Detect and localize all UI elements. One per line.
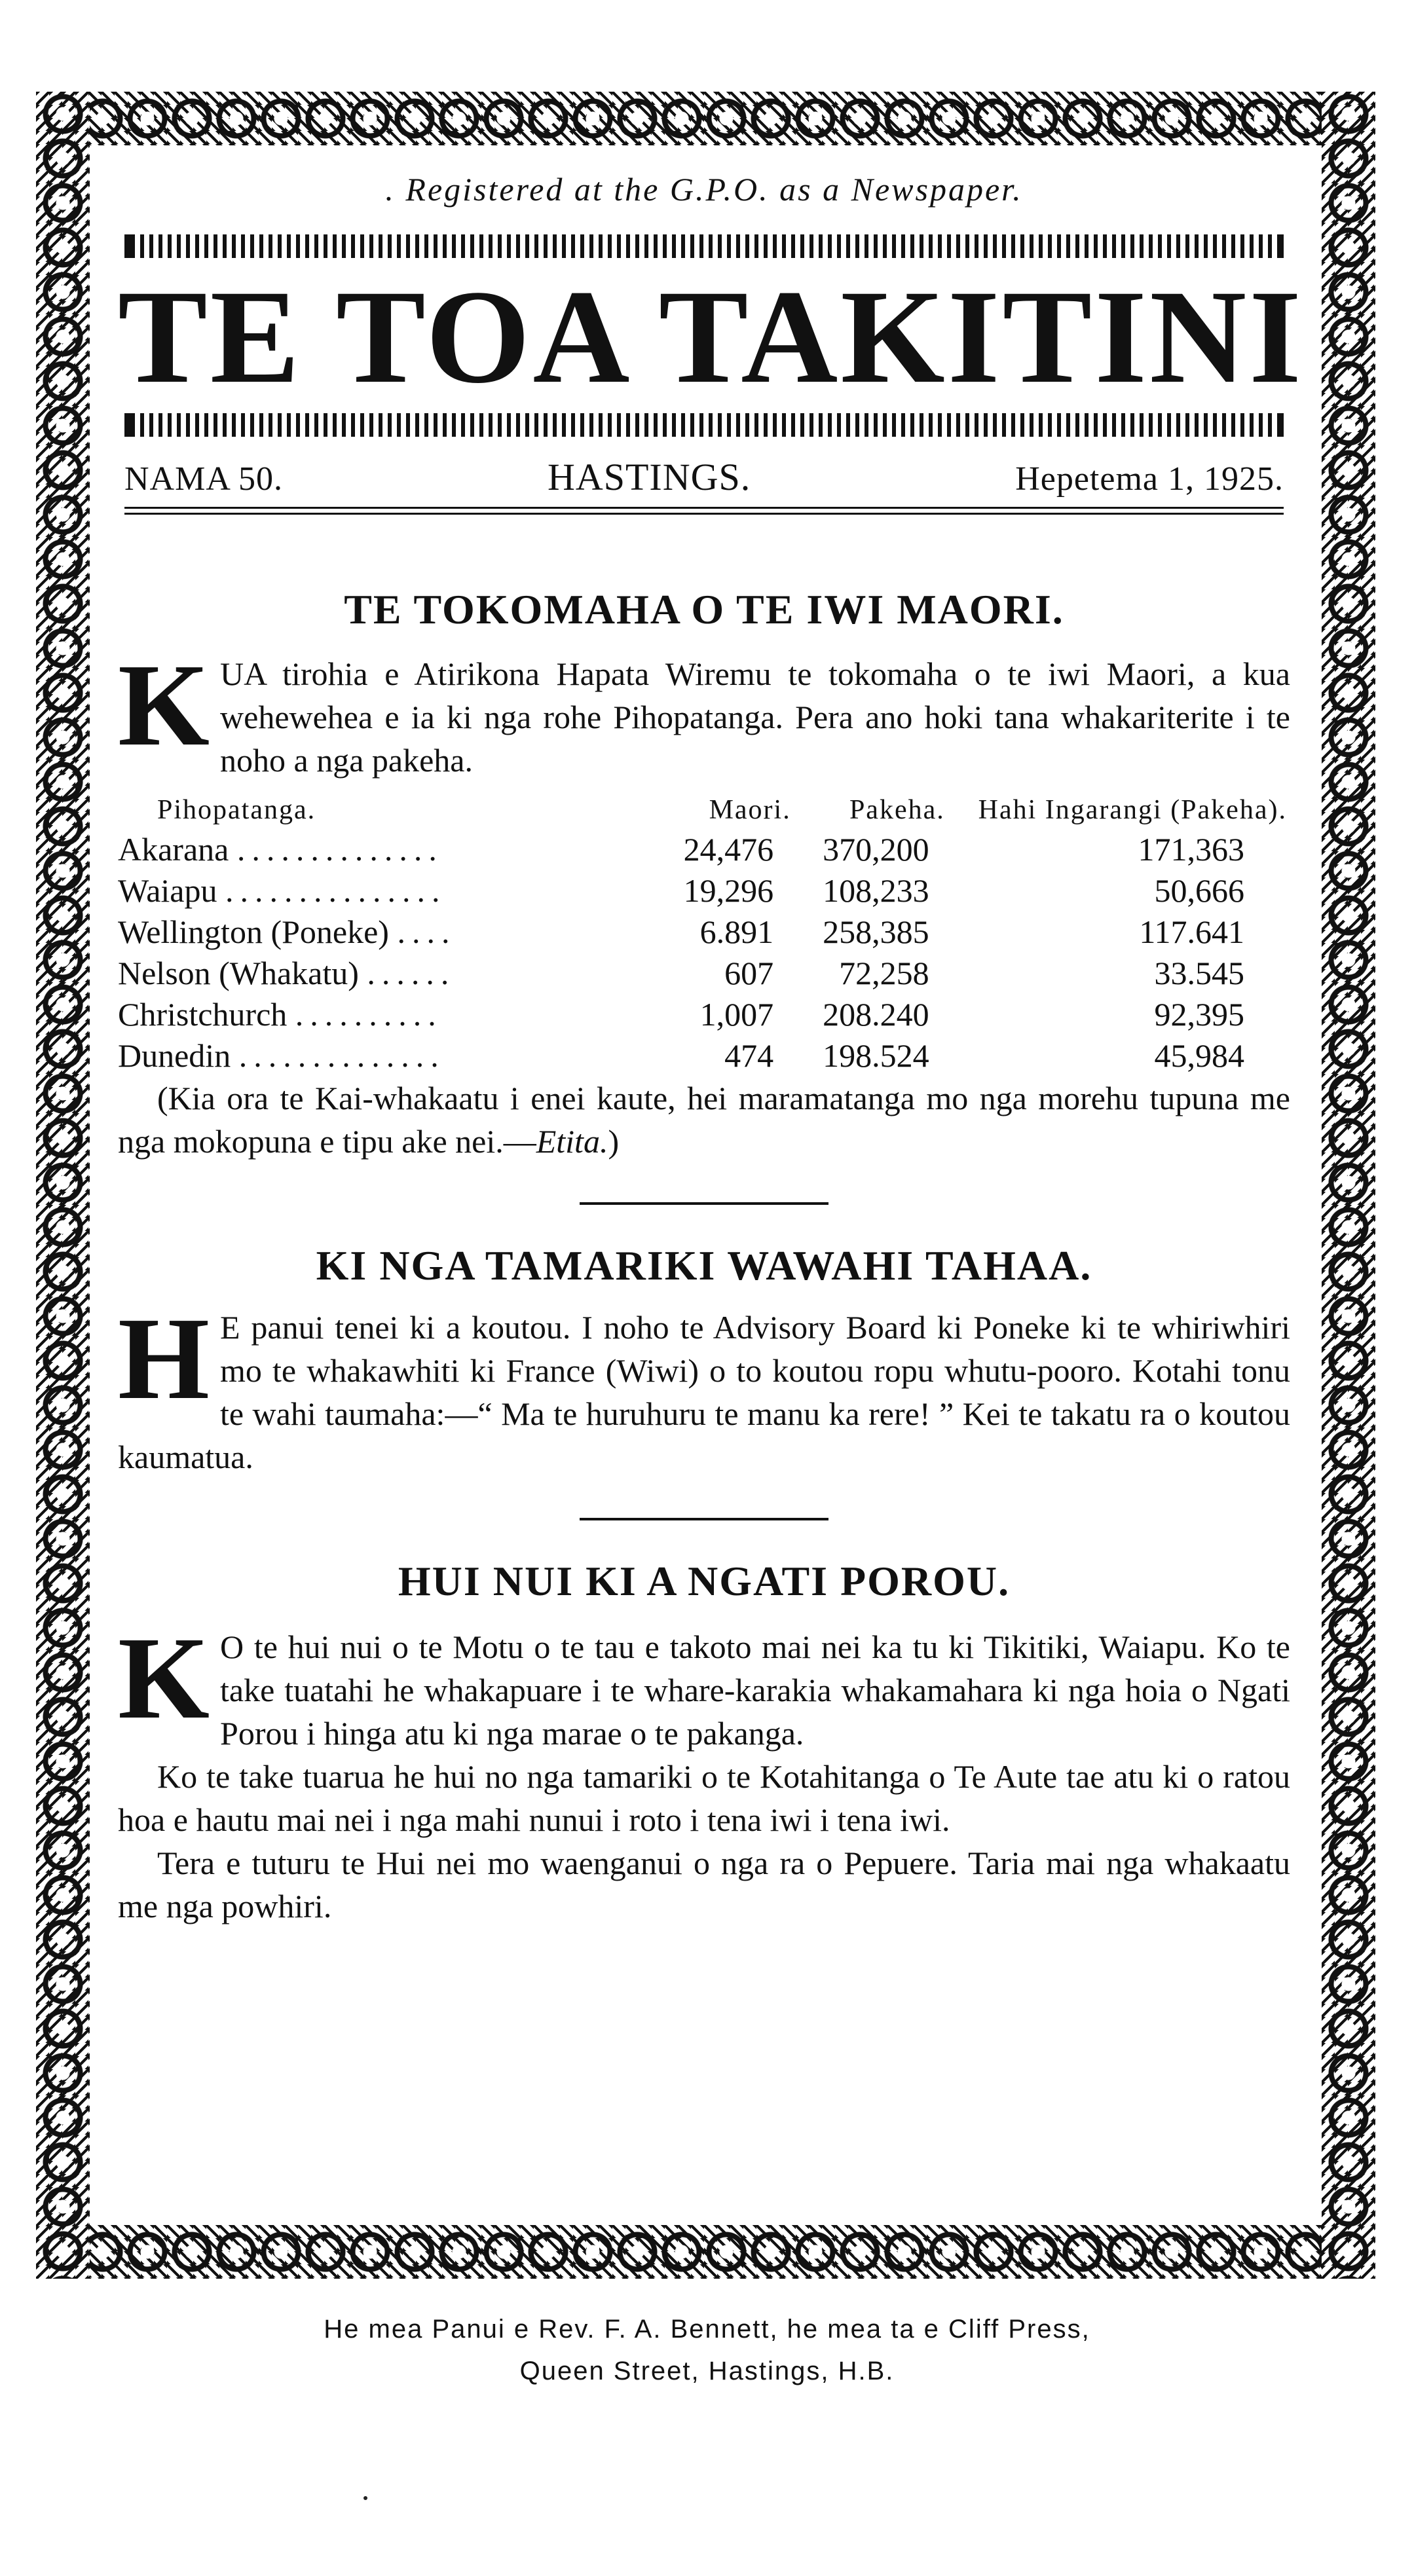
issue-line: [124, 455, 1284, 499]
population-table: [118, 791, 1290, 1076]
article-body: H E panui tenei ki a koutou. I noho te Advisory Board ki Poneke ki te whiriwhiri mo te whakawhiti ki France (Wiwi) o to koutou ropu whutu-pooro. Kotahi tonu te wahi taumaha:—“ Ma te huruhuru te manu ka rere! ” Kei te takatu ra o koutou kaumatua.: [118, 1293, 1290, 1475]
pakeha-count: 72,258: [839, 955, 929, 991]
maori-count: 24,476: [683, 831, 774, 868]
imprint: [0, 2308, 1414, 2392]
pakeha-count: 108,233: [823, 872, 929, 909]
border-bottom: [36, 2225, 1375, 2279]
border-top: [36, 92, 1375, 145]
hahi-count: 117.641: [1139, 913, 1244, 950]
diocese-name: Dunedin: [118, 1037, 231, 1074]
maori-count: 19,296: [683, 872, 774, 909]
masthead-title: TE TOA TAKITINI: [118, 263, 1304, 411]
diocese-name: Waiapu: [118, 872, 217, 909]
article-title: KI NGA TAMARIKI WAWAHI TAHAA.: [316, 1242, 1092, 1289]
pakeha-count: 258,385: [823, 913, 929, 950]
section-divider: [580, 1518, 828, 1520]
pakeha-count: 198.524: [823, 1037, 929, 1074]
page-content: [118, 170, 1304, 1928]
table-header: Pakeha.: [849, 795, 945, 825]
drop-cap: K: [118, 640, 210, 770]
maori-count: 607: [724, 955, 774, 991]
issue-place: HASTINGS.: [547, 456, 751, 498]
border-left: [36, 92, 90, 2279]
article-paragraph: Ko te take tuarua he hui no nga tamariki o te Kotahitanga o Te Aute tae atu ki o ratou hoa e hautu mai nei i nga mahi nunui i roto i tena iwi i tena iwi.: [118, 1758, 1290, 1838]
drop-cap: H: [118, 1293, 210, 1424]
registration-notice: . Registered at the G.P.O. as a Newspaper.: [385, 171, 1023, 208]
hahi-count: 92,395: [1154, 996, 1244, 1033]
pakeha-count: 208.240: [823, 996, 929, 1033]
drop-cap: K: [118, 1613, 210, 1743]
double-rule: [124, 507, 1284, 515]
hahi-count: 171,363: [1138, 831, 1244, 868]
table-header: Hahi Ingarangi (Pakeha).: [978, 795, 1287, 825]
article-intro-text: UA tirohia e Atirikona Hapata Wiremu te tokomaha o te iwi Maori, a kua wehewehea e ia ki nga rohe Pihopatanga. Pera ano hoki tana whakariterite i te noho a nga pakeha.: [220, 655, 1290, 779]
article-intro: [118, 640, 1290, 782]
diocese-name: Nelson (Whakatu): [118, 955, 359, 991]
table-header: Pihopatanga.: [157, 795, 316, 825]
issue-date: Hepetema 1, 1925.: [1015, 460, 1284, 498]
article-paragraph: K O te hui nui o te Motu o te tau e takoto mai nei ka tu ki Tikitiki, Waiapu. Ko te take tuatahi he whakapuare i te whare-karakia whakamahara ki nga hoia o Ngati Porou i hinga atu ki nga marae o te pakanga.: [118, 1613, 1290, 1752]
hahi-count: 50,666: [1154, 872, 1244, 909]
ornamental-rule-bottom: [124, 413, 1284, 437]
table-row: Akarana .............. 24,476 370,200 171,363: [118, 829, 1290, 870]
border-right: [1322, 92, 1375, 2279]
section-divider: [580, 1202, 828, 1205]
article-population: [118, 585, 1290, 1163]
article-title: HUI NUI KI A NGATI POROU.: [398, 1558, 1011, 1604]
diocese-name: Akarana: [118, 831, 229, 868]
maori-count: 6.891: [699, 913, 774, 950]
pakeha-count: 370,200: [823, 831, 929, 868]
diocese-name: Christchurch: [118, 996, 288, 1033]
article-closing: (Kia ora te Kai-whakaatu i enei kaute, hei maramatanga mo nga morehu tupuna me nga mokopuna e tipu ake nei.—Etita.): [118, 1080, 1290, 1160]
imprint-line: Queen Street, Hastings, H.B.: [519, 2357, 895, 2385]
article-hui: [118, 1557, 1290, 1928]
table-row: Dunedin .............. 474 198.524 45,984: [118, 1035, 1290, 1076]
article-title: TE TOKOMAHA O TE IWI MAORI.: [344, 586, 1064, 633]
table-header: Maori.: [709, 795, 791, 825]
issue-number: NAMA 50.: [124, 460, 284, 498]
stray-mark: [363, 2496, 367, 2500]
article-football: [118, 1242, 1290, 1479]
table-row: Christchurch .......... 1,007 208.240 92,395: [118, 994, 1290, 1035]
maori-count: 1,007: [699, 996, 774, 1033]
diocese-name: Wellington (Poneke): [118, 913, 389, 950]
table-row: Wellington (Poneke) .... 6.891 258,385 117.641: [118, 911, 1290, 953]
hahi-count: 45,984: [1154, 1037, 1244, 1074]
hahi-count: 33.545: [1154, 955, 1244, 991]
editor-signature: Etita.: [536, 1123, 608, 1160]
table-row: Waiapu ............... 19,296 108,233 50,666: [118, 870, 1290, 911]
maori-count: 474: [724, 1037, 774, 1074]
imprint-line: He mea Panui e Rev. F. A. Bennett, he mea ta e Cliff Press,: [324, 2315, 1090, 2344]
ornamental-rule-top: [124, 234, 1284, 258]
table-row: Nelson (Whakatu) ...... 607 72,258 33.545: [118, 953, 1290, 994]
table-header-row: [118, 791, 1290, 829]
article-paragraph: Tera e tuturu te Hui nei mo waenganui o nga ra o Pepuere. Taria mai nga whakaatu me nga powhiri.: [118, 1845, 1290, 1924]
